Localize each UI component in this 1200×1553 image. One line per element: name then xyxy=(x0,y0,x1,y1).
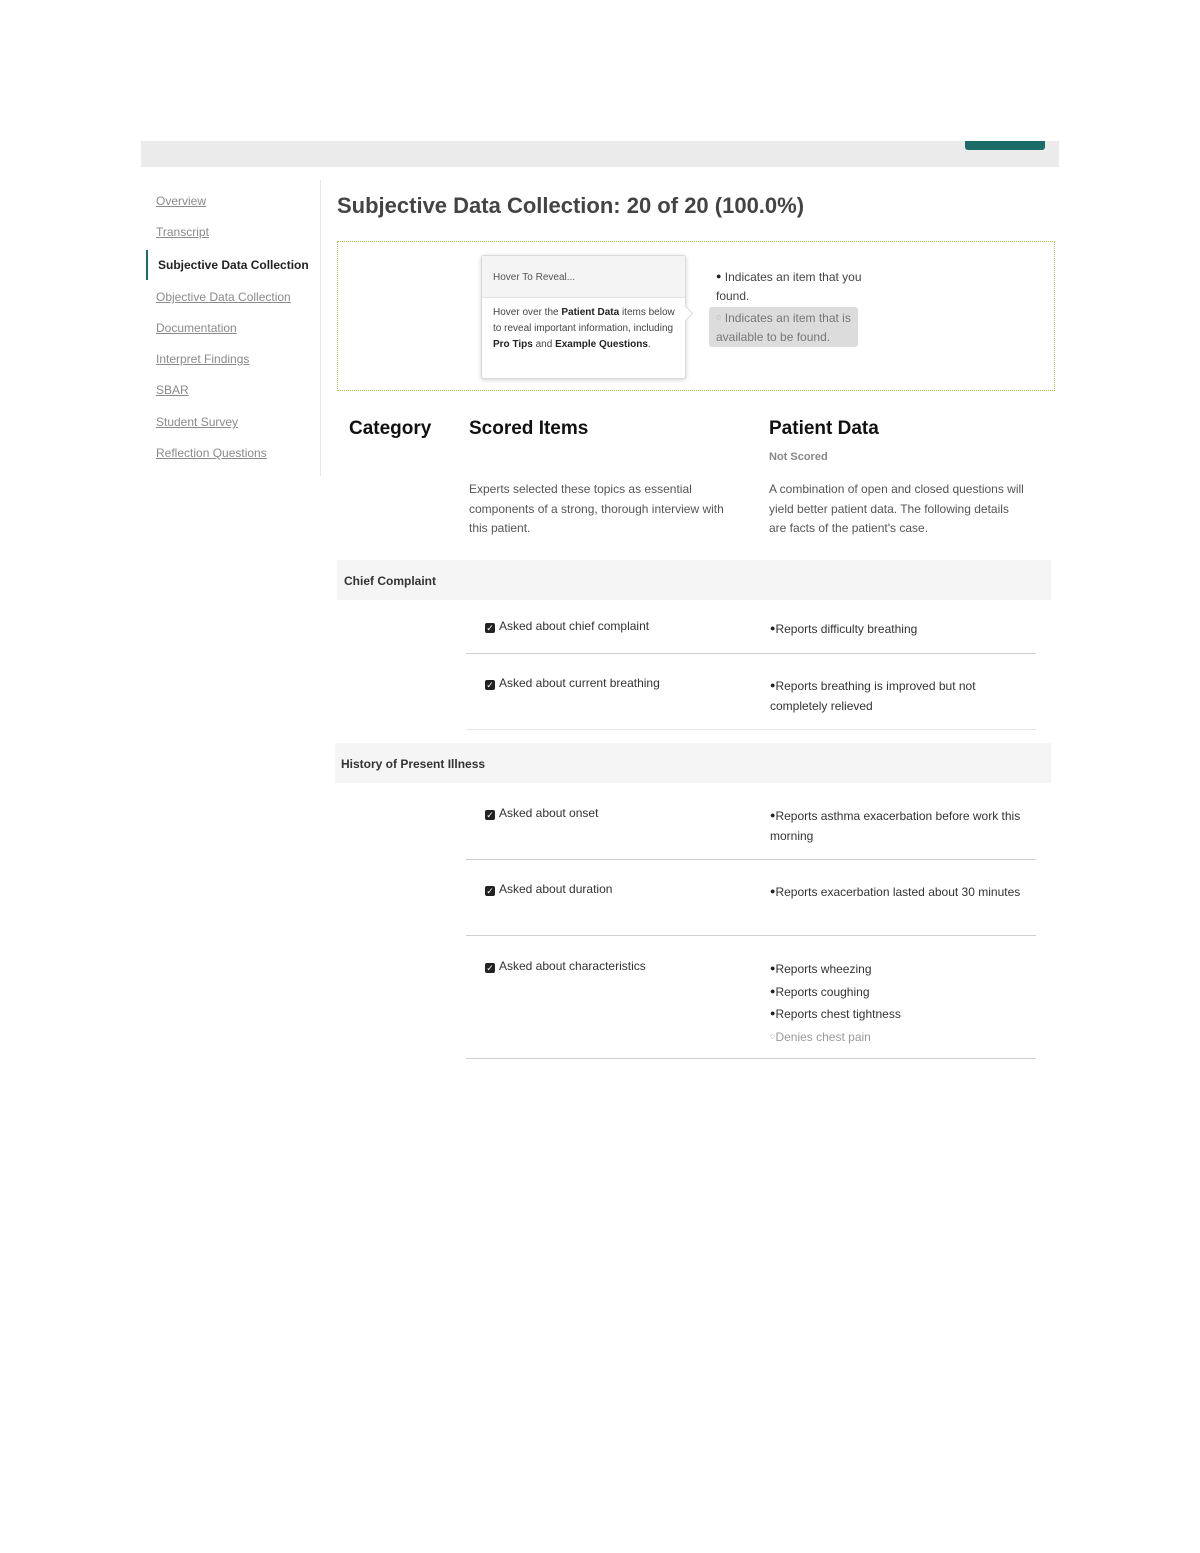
tooltip-body: Hover over the Patient Data items below to reveal important information, including Pro Tips and Example Questions. xyxy=(493,307,675,350)
patient-data-cell xyxy=(770,806,1030,846)
filled-dot-icon: ● xyxy=(770,1008,776,1018)
scored-item: ✓ Asked about onset xyxy=(486,806,599,820)
patient-data-cell xyxy=(770,676,1030,716)
patient-data-description: A combination of open and closed questions will yield better patient data. The following details are facts of the patient's case. xyxy=(769,482,1024,535)
filled-dot-icon: ● xyxy=(770,985,776,996)
table-row xyxy=(466,806,1036,860)
patient-data-cell xyxy=(770,619,1030,640)
patient-data-item[interactable]: ●Reports chest tightness xyxy=(770,1007,901,1021)
filled-dot-icon: ● xyxy=(770,886,776,896)
hollow-dot-icon: ○ xyxy=(770,1030,776,1041)
sidebar-item-transcript[interactable]: Transcript xyxy=(156,225,209,239)
filled-dot-icon: ● xyxy=(770,680,776,690)
column-header-category: Category xyxy=(349,418,432,439)
section-header: Chief Complaint xyxy=(337,560,1051,600)
tooltip-title: Hover To Reveal... xyxy=(482,256,685,298)
sidebar-item-reflection-questions[interactable]: Reflection Questions xyxy=(156,446,267,460)
patient-data-item[interactable]: ●Reports asthma exacerbation before work this morning xyxy=(770,809,1021,843)
filled-dot-icon: ● xyxy=(716,271,722,281)
sidebar-item-subjective-data-collection[interactable]: Subjective Data Collection xyxy=(146,250,330,280)
sidebar-item-sbar[interactable]: SBAR xyxy=(156,383,189,397)
filled-dot-icon: ● xyxy=(770,623,776,633)
hollow-dot-icon: ○ xyxy=(716,312,722,322)
section-header: History of Present Illness xyxy=(335,743,1051,783)
patient-data-item-unfound[interactable]: ○Denies chest pain xyxy=(770,1029,871,1044)
checkbox-checked-icon: ✓ xyxy=(486,680,494,690)
top-bar-button[interactable] xyxy=(965,141,1045,150)
table-row xyxy=(466,959,1036,1059)
sidebar-item-documentation[interactable]: Documentation xyxy=(156,321,237,335)
scored-item: ✓ Asked about duration xyxy=(486,882,613,896)
scored-items-description: Experts selected these topics as essential components of a strong, thorough interview with this patient. xyxy=(469,482,724,535)
patient-data-item[interactable]: ●Reports wheezing xyxy=(770,962,872,976)
top-bar xyxy=(141,141,1059,167)
column-header-patient-data: Patient Data xyxy=(769,418,879,439)
patient-data-item[interactable]: ●Reports breathing is improved but not completely relieved xyxy=(770,679,976,713)
legend-available-item: ○ Indicates an item that is available to be found. xyxy=(709,307,858,347)
patient-data-item[interactable]: ●Reports difficulty breathing xyxy=(770,622,918,636)
legend-box xyxy=(337,241,1055,391)
filled-dot-icon: ● xyxy=(770,963,776,973)
column-header-scored-items: Scored Items xyxy=(469,418,589,439)
table-row xyxy=(466,676,1036,730)
sidebar-item-overview[interactable]: Overview xyxy=(156,194,207,208)
scored-item: ✓ Asked about characteristics xyxy=(486,959,646,973)
sidebar-item-objective-data-collection[interactable]: Objective Data Collection xyxy=(156,290,291,304)
checkbox-checked-icon: ✓ xyxy=(486,886,494,896)
patient-data-item[interactable]: ●Reports exacerbation lasted about 30 minutes xyxy=(770,885,1021,899)
checkbox-checked-icon: ✓ xyxy=(486,623,494,633)
sidebar-item-interpret-findings[interactable]: Interpret Findings xyxy=(156,352,250,366)
sidebar-nav xyxy=(146,180,321,476)
patient-data-item[interactable]: ●Reports coughing xyxy=(770,984,870,999)
not-scored-label: Not Scored xyxy=(769,451,828,463)
page-title: Subjective Data Collection: 20 of 20 (100.0%) xyxy=(337,193,805,218)
table-row xyxy=(466,882,1036,936)
patient-data-cell xyxy=(770,882,1030,903)
legend-found-item: ● Indicates an item that you found. xyxy=(716,270,862,303)
filled-dot-icon: ● xyxy=(770,810,776,820)
scored-item: ✓ Asked about chief complaint xyxy=(486,619,650,633)
checkbox-checked-icon: ✓ xyxy=(486,810,494,820)
scored-item: ✓ Asked about current breathing xyxy=(486,676,660,690)
patient-data-cell xyxy=(770,959,1030,1047)
checkbox-checked-icon: ✓ xyxy=(486,963,494,973)
hover-tooltip xyxy=(481,255,686,379)
sidebar-item-student-survey[interactable]: Student Survey xyxy=(156,415,239,429)
table-row xyxy=(466,619,1036,654)
